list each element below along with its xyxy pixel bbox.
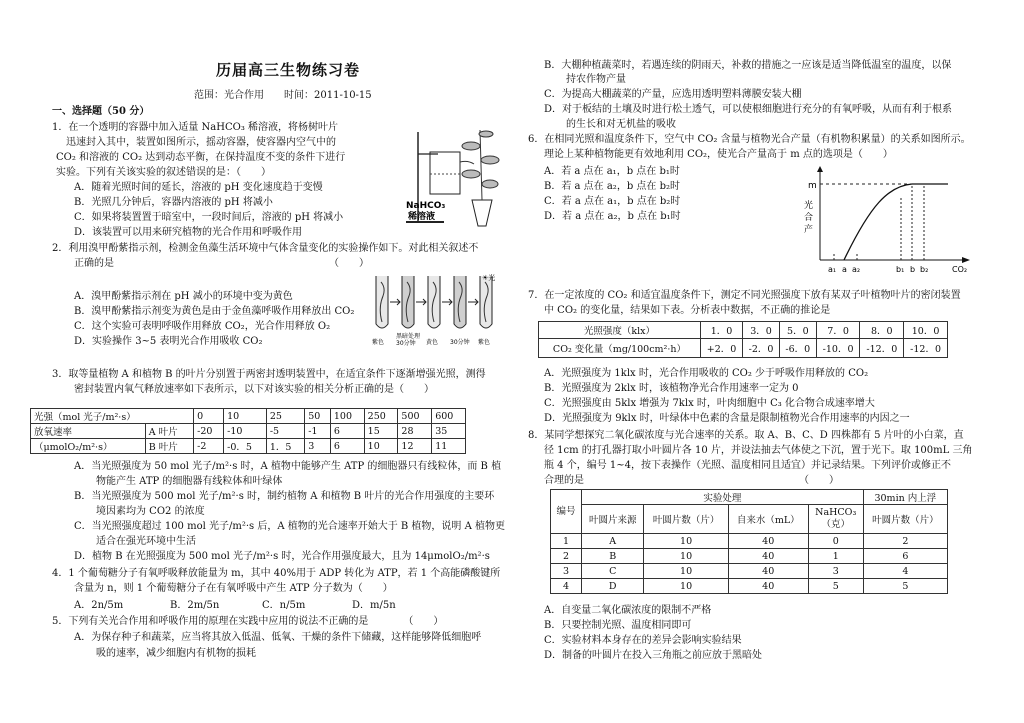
table-cell: 6 bbox=[330, 424, 364, 439]
test-tube bbox=[454, 276, 466, 328]
table-cell: -10 bbox=[224, 424, 267, 439]
table-cell: 250 bbox=[364, 409, 398, 424]
q7-line: 7．在一定浓度的 CO₂ 和适宜温度条件下，测定不同光照强度下放有某双子叶植物叶片的密闭装置 bbox=[528, 290, 961, 301]
q8-line: 径 1cm 的打孔器打取小叶圆片各 10 片，并设法抽去气体使之下沉，置于光下。取 100mL 三角 bbox=[544, 445, 973, 456]
q5-option: A．为保存种子和蔬菜，应当将其放入低温、低氧、干燥的条件下储藏，这样能够降低细胞呼 bbox=[74, 632, 482, 643]
table-row bbox=[551, 505, 948, 534]
q6-option: D．若 a 点在 a₂，b 点在 b₁时 bbox=[544, 211, 681, 222]
table-cell: -2．0 bbox=[743, 339, 780, 358]
table-cell: 叶圆片数（片） bbox=[863, 505, 947, 534]
q7-table bbox=[538, 321, 948, 358]
q3-line: 3．取等量植物 A 和植物 B 的叶片分别置于两密封透明装置中，在适宜条件下逐渐增强光照，测得 bbox=[52, 369, 486, 380]
table-cell: -20 bbox=[194, 424, 224, 439]
q2-option: A．溴甲酚紫指示剂在 pH 减小的环境中变为黄色 bbox=[74, 291, 293, 302]
q2-option: D．实验操作 3~5 表明光合作用吸收 CO₂ bbox=[74, 336, 263, 347]
graph-x-axis-label: CO₂ bbox=[952, 265, 968, 274]
table-cell: B bbox=[582, 549, 644, 564]
table-cell: 100 bbox=[330, 409, 364, 424]
section-heading: 一、选择题（50 分） bbox=[52, 106, 150, 117]
table-cell: 30min 内上浮 bbox=[863, 490, 947, 505]
table-cell: -6．0 bbox=[779, 339, 816, 358]
q1-option: A．随着光照时间的延长，溶液的 pH 变化速度趋于变慢 bbox=[74, 182, 323, 193]
graph-y-label: 光 bbox=[804, 201, 814, 211]
table-cell: 叶圆片来源 bbox=[582, 505, 644, 534]
table-cell: 5 bbox=[863, 579, 947, 594]
table-cell: 40 bbox=[728, 549, 808, 564]
q8-option: A．自变量二氧化碳浓度的限制不严格 bbox=[544, 605, 712, 616]
test-tube bbox=[480, 276, 492, 328]
table-cell: 40 bbox=[728, 564, 808, 579]
q1-option: C．如果将装置置于暗室中，一段时间后，溶液的 pH 将减小 bbox=[74, 212, 344, 223]
table-cell: CO₂ 变化量（mg/100cm²·h） bbox=[539, 339, 701, 358]
graph-x-tick: a₂ bbox=[852, 265, 861, 274]
test-tube-label: 紫色 bbox=[478, 339, 491, 346]
q1-line: 实验。下列有关该实验的叙述错误的是：（ ） bbox=[56, 167, 271, 178]
table-cell: 5．0 bbox=[779, 322, 816, 339]
table-cell: 4 bbox=[551, 579, 582, 594]
arrow-icon bbox=[468, 299, 478, 305]
table-cell: A 叶片 bbox=[145, 424, 193, 439]
table-cell: 3 bbox=[305, 439, 331, 454]
exam-meta: 范围：光合作用 时间：2011-10-15 bbox=[194, 90, 372, 101]
table-cell: -0．5 bbox=[224, 439, 267, 454]
table-cell: 40 bbox=[728, 534, 808, 549]
q1-figure-label: NaHCO₃ 稀溶液 bbox=[406, 201, 446, 222]
graph-y-label: 合 bbox=[804, 213, 814, 223]
q3-option: B．当光照强度为 500 mol 光子/m²·s 时，制约植物 A 和植物 B 叶片的光合作用强度的主要环 bbox=[74, 491, 495, 502]
table-cell: 500 bbox=[398, 409, 432, 424]
q3-option: C．当光照强度超过 100 mol 光子/m²·s 后，A 植物的光合速率开始大于 B 植物，说明 A 植物更 bbox=[74, 521, 506, 532]
test-tube-label: 黄色 bbox=[426, 339, 439, 346]
table-cell: D bbox=[582, 579, 644, 594]
table-row bbox=[539, 339, 948, 358]
table-cell: 10 bbox=[644, 534, 728, 549]
q7-line: 中 CO₂ 的变化量，结果如下表。分析表中数据，不正确的推论是 bbox=[544, 305, 831, 316]
q5-line: 5．下列有关光合作用和呼吸作用的原理在实践中应用的说法不正确的是 （ ） bbox=[52, 616, 444, 627]
table-cell: -12．0 bbox=[904, 339, 948, 358]
table-row bbox=[551, 579, 948, 594]
table-cell: 6 bbox=[330, 439, 364, 454]
q1-option: B．光照几分钟后，容器内溶液的 pH 将减小 bbox=[74, 197, 273, 208]
q8-option: C．实验材料本身存在的差异会影响实验结果 bbox=[544, 635, 742, 646]
q3-option: D．植物 B 在光照强度为 500 mol 光子/m²·s 时，光合作用强度最大，且为 14μmolO₂/m²·s bbox=[74, 551, 490, 562]
table-cell: 2 bbox=[863, 534, 947, 549]
table-cell: 1．5 bbox=[266, 439, 304, 454]
table-cell: 11 bbox=[432, 439, 466, 454]
table-cell: 35 bbox=[432, 424, 466, 439]
table-cell: 10 bbox=[644, 549, 728, 564]
q6-graph bbox=[800, 166, 976, 276]
table-cell: 1 bbox=[808, 549, 863, 564]
table-row bbox=[551, 534, 948, 549]
graph-x-tick: a₁ bbox=[828, 265, 837, 274]
q6-option: B．若 a 点在 a₂，b 点在 b₂时 bbox=[544, 181, 680, 192]
table-cell: 600 bbox=[432, 409, 466, 424]
table-cell: 12 bbox=[398, 439, 432, 454]
table-cell: 编号 bbox=[551, 490, 582, 534]
table-cell: 放氧速率 bbox=[31, 424, 146, 439]
test-tube-label: 黑暗处理 30分钟 bbox=[396, 333, 421, 347]
q3-option: 境因素均为 CO2 的浓度 bbox=[96, 506, 205, 517]
graph-x-tick: b₂ bbox=[920, 265, 929, 274]
table-cell: 叶圆片数（片） bbox=[644, 505, 728, 534]
q4-option: C．n/5m bbox=[262, 600, 306, 611]
table-cell: 8．0 bbox=[860, 322, 904, 339]
table-cell: 1 bbox=[551, 534, 582, 549]
table-cell: B 叶片 bbox=[145, 439, 193, 454]
table-cell: （μmolO₂/m²·s） bbox=[31, 439, 146, 454]
q4-line: 含量为 n，则 1 个葡萄糖分子在有氧呼吸中产生 ATP 分子数为（ ） bbox=[74, 583, 393, 594]
q5-option: D．对于板结的土壤及时进行松土透气，可以使根细胞进行充分的有氧呼吸，从而有利于根系 bbox=[544, 104, 953, 115]
table-cell: 光强（mol 光子/m²·s） bbox=[31, 409, 194, 424]
q8-option: D．制备的叶圆片在投入三角瓶之前应放于黑暗处 bbox=[544, 650, 763, 661]
q6-line: 理论上某种植物能更有效地利用 CO₂，使光合产量高于 m 点的选项是（ ） bbox=[544, 149, 893, 160]
table-cell: 10 bbox=[644, 564, 728, 579]
q4-line: 4．1 个葡萄糖分子有氧呼吸释放能量为 m，其中 40%用于 ADP 转化为 ATP，若 1 个高能磷酸键所 bbox=[52, 568, 501, 579]
test-tube bbox=[402, 276, 414, 328]
table-cell: 自来水（mL） bbox=[728, 505, 808, 534]
table-cell: 0 bbox=[808, 534, 863, 549]
table-cell: C bbox=[582, 564, 644, 579]
table-row bbox=[31, 409, 466, 424]
q2-option: B．溴甲酚紫指示剂变为黄色是由于金鱼藻呼吸作用释放出 CO₂ bbox=[74, 306, 355, 317]
q7-option: B．光照强度为 2klx 时，该植物净光合作用速率一定为 0 bbox=[544, 383, 799, 394]
graph-y-label: 产 bbox=[804, 225, 814, 235]
table-cell: 25 bbox=[266, 409, 304, 424]
q8-line: 合理的是 （ ） bbox=[544, 475, 839, 486]
table-cell: -2 bbox=[194, 439, 224, 454]
test-tube-label: 紫色 bbox=[372, 339, 385, 346]
table-cell: -10．0 bbox=[816, 339, 860, 358]
q2-line: 2．利用溴甲酚紫指示剂，检测金鱼藻生活环境中气体含量变化的实验操作如下。对此相关叙述不 bbox=[52, 243, 479, 254]
arrow-icon bbox=[390, 299, 400, 305]
q3-option: A．当光照强度为 50 mol 光子/m²·s 时，A 植物中能够产生 ATP 的细胞器只有线粒体，而 B 植 bbox=[74, 461, 502, 472]
q2-line: 正确的是 （ ） bbox=[74, 258, 369, 269]
table-cell: 7．0 bbox=[816, 322, 860, 339]
q8-option: B．只要控制光照、温度相同即可 bbox=[544, 620, 692, 631]
q4-option: D．m/5n bbox=[352, 600, 396, 611]
q2-test-tubes-figure bbox=[370, 272, 502, 356]
page-title: 历届高三生物练习卷 bbox=[216, 61, 361, 79]
q6-line: 6．在相同光照和温度条件下，空气中 CO₂ 含量与植物光合产量（有机物积累量）的关系如图所示。 bbox=[528, 134, 971, 145]
q1-line: 迅速封入其中，装置如图所示，摇动容器，使容器内空气中的 bbox=[66, 137, 336, 148]
q3-option: 物能产生 ATP 的细胞器有线粒体和叶绿体 bbox=[96, 476, 283, 487]
table-row bbox=[539, 322, 948, 339]
graph-x-tick: a bbox=[842, 265, 847, 274]
q1-option: D．该装置可以用来研究植物的光合作用和呼吸作用 bbox=[74, 227, 303, 238]
table-cell: 0 bbox=[194, 409, 224, 424]
table-cell: NaHCO₃（克） bbox=[808, 505, 863, 534]
table-cell: 4 bbox=[863, 564, 947, 579]
q7-option: C．光照强度由 5klx 增强为 7klx 时，叶肉细胞中 C₃ 化合物合成速率增大 bbox=[544, 398, 875, 409]
table-row bbox=[551, 564, 948, 579]
q5-option: B．大棚种植蔬菜时，若遇连续的阴雨天，补救的措施之一应该是适当降低温室的温度，以保 bbox=[544, 60, 952, 71]
table-cell: 28 bbox=[398, 424, 432, 439]
table-cell: 10．0 bbox=[904, 322, 948, 339]
table-cell: 3 bbox=[551, 564, 582, 579]
table-cell: 10 bbox=[644, 579, 728, 594]
table-row bbox=[551, 549, 948, 564]
q5-option: C．为提高大棚蔬菜的产量，应选用透明塑料薄膜安装大棚 bbox=[544, 89, 802, 100]
table-cell: 6 bbox=[863, 549, 947, 564]
table-cell: 5 bbox=[808, 579, 863, 594]
table-cell: 10 bbox=[364, 439, 398, 454]
test-tube-label: 30分钟 bbox=[450, 339, 470, 346]
q8-line: 8．某同学想探究二氧化碳浓度与光合速率的关系。取 A、B、C、D 四株都有 5 片叶的小白菜，直 bbox=[528, 430, 964, 441]
q6-option: C．若 a 点在 a₁，b 点在 b₂时 bbox=[544, 196, 681, 207]
table-row bbox=[551, 490, 948, 505]
test-tube bbox=[376, 276, 388, 328]
q4-option: B．2m/5n bbox=[170, 600, 220, 611]
table-cell: 3 bbox=[808, 564, 863, 579]
q8-line: 瓶 4 个，编号 1~4，按下表操作（光照、温度相同且适宜）并记录结果。下列评价或修正不 bbox=[544, 460, 952, 471]
table-row bbox=[31, 439, 466, 454]
q3-option: 适合在强光环境中生活 bbox=[96, 536, 196, 547]
q5-option: 持农作物产量 bbox=[566, 74, 626, 85]
graph-x-tick: b bbox=[910, 265, 916, 274]
graph-x-tick: b₁ bbox=[896, 265, 905, 274]
table-cell: 40 bbox=[728, 579, 808, 594]
arrow-icon bbox=[416, 299, 426, 305]
table-cell: 1．0 bbox=[700, 322, 742, 339]
q2-option: C．这个实验可表明呼吸作用释放 CO₂，光合作用释放 O₂ bbox=[74, 321, 331, 332]
q8-table bbox=[550, 489, 948, 594]
table-cell: 3．0 bbox=[743, 322, 780, 339]
q1-line: CO₂ 和溶液的 CO₂ 达到动态平衡，在保持温度不变的条件下进行 bbox=[56, 152, 346, 163]
table-cell: 实验处理 bbox=[582, 490, 864, 505]
table-cell: 2 bbox=[551, 549, 582, 564]
table-cell: 15 bbox=[364, 424, 398, 439]
q7-option: D．光照强度为 9klx 时，叶绿体中色素的含量是限制植物光合作用速率的内因之一 bbox=[544, 413, 910, 424]
table-cell: 光照强度（klx） bbox=[539, 322, 701, 339]
q7-option: A．光照强度为 1klx 时，光合作用吸收的 CO₂ 少于呼吸作用释放的 CO₂ bbox=[544, 368, 869, 379]
q5-option: 吸的速率，减少细胞内有机物的损耗 bbox=[96, 648, 256, 659]
table-cell: -1 bbox=[305, 424, 331, 439]
table-cell: -5 bbox=[266, 424, 304, 439]
q5-option: 的生长和对无机盐的吸收 bbox=[566, 119, 676, 130]
q3-line: 密封装置内氧气释放速率如下表所示，以下对该实验的相关分析正确的是（ ） bbox=[74, 384, 434, 395]
table-cell: A bbox=[582, 534, 644, 549]
table-row bbox=[31, 424, 466, 439]
table-cell: 50 bbox=[305, 409, 331, 424]
q4-option: A．2n/5m bbox=[74, 600, 124, 611]
table-cell: +2．0 bbox=[700, 339, 742, 358]
q3-table bbox=[30, 408, 466, 454]
q1-apparatus-figure bbox=[404, 122, 502, 230]
q6-option: A．若 a 点在 a₁，b 点在 b₁时 bbox=[544, 166, 680, 177]
test-tube bbox=[428, 276, 440, 328]
table-cell: -12．0 bbox=[860, 339, 904, 358]
q1-line: 1．在一个透明的容器中加入适量 NaHCO₃ 稀溶液，将杨树叶片 bbox=[52, 122, 339, 133]
table-cell: 10 bbox=[224, 409, 267, 424]
graph-y-m-label: m bbox=[808, 181, 817, 191]
light-label: ☀光 bbox=[482, 274, 496, 282]
arrow-icon bbox=[442, 299, 452, 305]
